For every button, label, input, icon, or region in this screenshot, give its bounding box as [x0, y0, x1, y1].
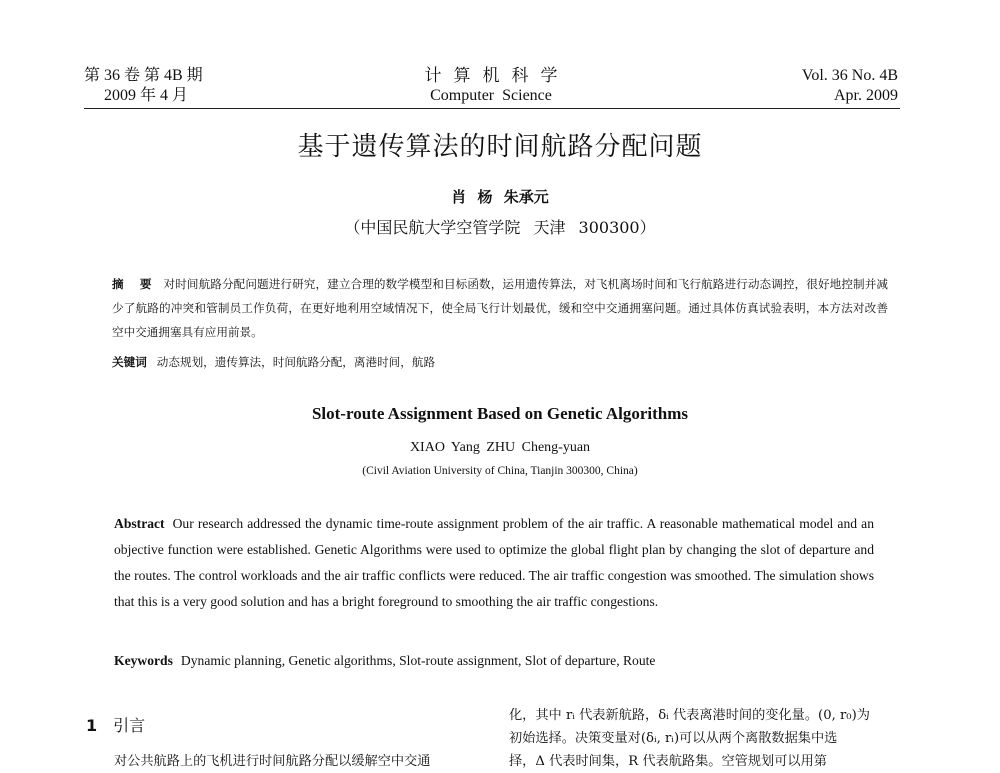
paper-title: 基于遗传算法的时间航路分配问题 [297, 132, 703, 162]
right-column-line-3: 择，Δ 代表时间集，R 代表航路集。空管规划可以用第 [509, 754, 827, 769]
right-column-line-1: 化，其中 rᵢ 代表新航路，δᵢ 代表离港时间的变化量。(0, r₀)为 [509, 708, 870, 723]
english-title: Slot-route Assignment Based on Genetic Algorithms [311, 404, 689, 423]
english-authors: XIAO Yang ZHU Cheng-yuan [409, 440, 591, 455]
header-journal-en: Computer Science [430, 87, 552, 104]
english-abstract-text: Our research addressed the dynamic time-route assignment problem of the air traffic. A reasonable mathematical model and an objective function were established. Genetic Algorithms were used to optimize the global flight plan by changing the slot of departure and the routes. The control workloads and the air traffic conflicts were reduced. The air traffic congestion was smoothed. The simulation shows that this is a very good solution and has a bright foreground to smoothing the air traffic congestions. [114, 516, 874, 609]
right-column-text [509, 704, 903, 773]
cn-keywords [112, 350, 888, 374]
left-column-text: 对公共航路上的飞机进行时间航路分配以缓解空中交通 [114, 754, 431, 769]
english-keywords-text: Dynamic planning, Genetic algorithms, Slot-route assignment, Slot of departure, Route [180, 653, 656, 668]
english-abstract-label: Abstract [114, 516, 165, 531]
running-header [84, 66, 898, 110]
header-date-en: Apr. 2009 [834, 87, 898, 104]
english-affiliation: (Civil Aviation University of China, Tianjin 300300, China) [362, 465, 638, 477]
cn-abstract [112, 272, 888, 344]
english-keywords-label: Keywords [114, 653, 173, 668]
paper-authors: 肖 杨 朱承元 [451, 188, 549, 206]
section-1-heading [86, 713, 145, 736]
header-rule [84, 108, 900, 109]
header-vol-no: Vol. 36 No. 4B [801, 67, 898, 84]
header-journal-cn: 计算机科学 [424, 66, 570, 86]
english-abstract [114, 511, 874, 615]
cn-abstract-label: 摘 要 [112, 277, 158, 291]
cn-abstract-text: 对时间航路分配问题进行研究，建立合理的数学模型和目标函数，运用遗传算法，对飞机离场时间和飞行航路进行动态调控，很好地控制并减少了航路的冲突和管制员工作负荷，在更好地利用空域情况下，使全局飞行计划最优，缓和空中交通拥塞问题。通过具体仿真试验表明，本方法对改善空中交通拥塞具有应用前景。 [112, 277, 888, 339]
right-column-line-2: 初始选择。决策变量对(δᵢ, rᵢ)可以从两个离散数据集中选 [509, 731, 838, 746]
section-1-title: 引言 [113, 716, 146, 735]
section-1-number: 1 [86, 716, 98, 735]
paper-affiliation: （中国民航大学空管学院 天津 300300） [344, 218, 656, 237]
header-volume-issue: 第 36 卷 第 4B 期 [84, 67, 203, 84]
cn-keywords-text: 动态规划，遗传算法，时间航路分配，离港时间，航路 [156, 355, 436, 369]
header-volume-en [802, 66, 898, 106]
cn-keywords-label: 关键词 [112, 355, 147, 369]
header-date-cn: 2009 年 4 月 [104, 87, 189, 104]
header-journal-name [84, 66, 898, 106]
english-keywords [114, 648, 874, 674]
